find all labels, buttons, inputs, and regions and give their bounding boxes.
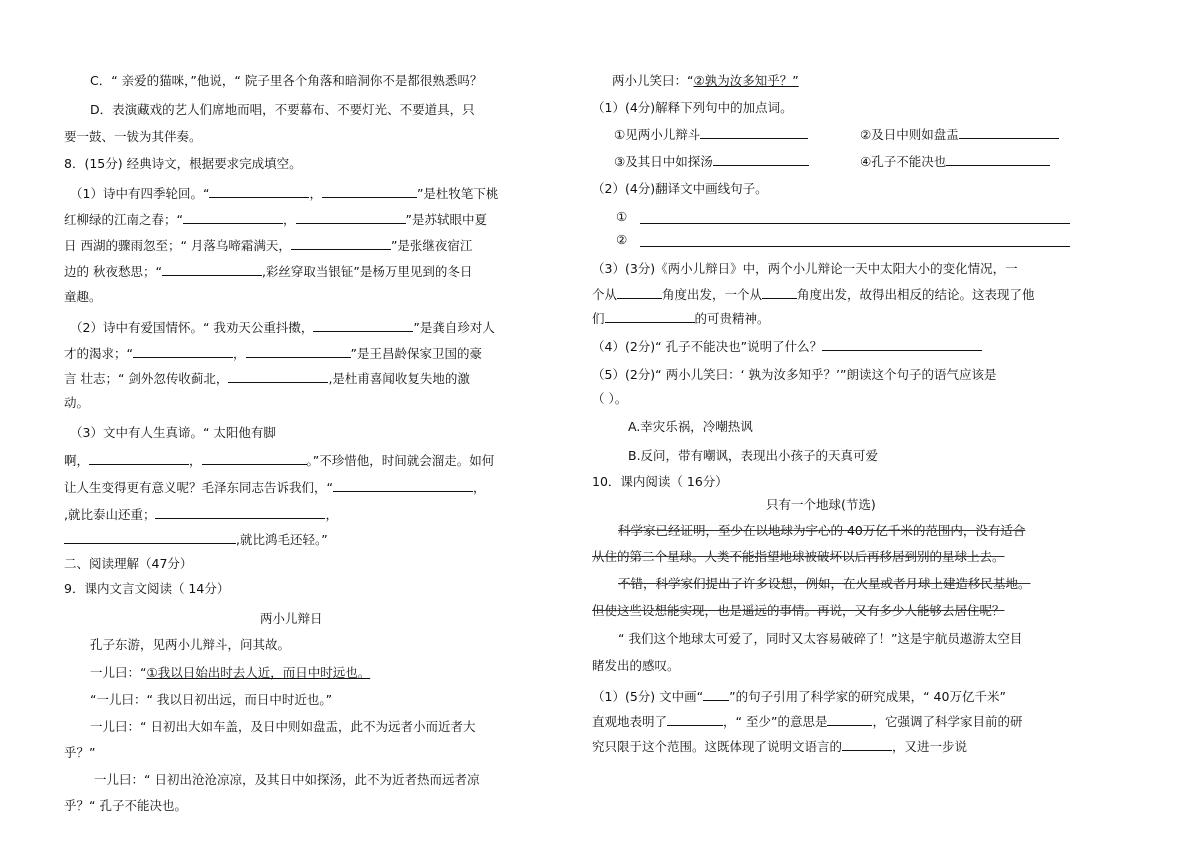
- text: 一儿曰：“: [90, 665, 147, 680]
- blank[interactable]: [762, 285, 797, 299]
- text: ，: [309, 186, 322, 201]
- text: ”的句子引用了科学家的研究成果，“ 40万亿千米”: [729, 689, 1006, 704]
- q9-2-item1-label: ①: [616, 209, 628, 224]
- text: ，: [282, 212, 296, 227]
- text: 啊，: [64, 453, 90, 468]
- q10-1-line3: [592, 737, 967, 756]
- blank[interactable]: [333, 478, 473, 492]
- passage-9-line3: “一儿曰：“ 我以日初出远，而日中时近也。”: [90, 692, 333, 707]
- text: 日 西湖的骤雨忽至；“ 月落乌啼霜满天，: [64, 238, 291, 253]
- q9-1-item4: [860, 152, 1050, 171]
- text: ④孔子不能决也: [860, 154, 947, 169]
- q10-1-line1: [592, 687, 1006, 706]
- text: 。”不珍惜他，时间就会溜走。如何: [306, 453, 495, 468]
- q9-5-option-b[interactable]: B.反问，带有嘲讽，表现出小孩子的天真可爱: [628, 448, 879, 463]
- passage-10-line3: 不错，科学家们提出了许多设想，例如，在火星或者月球上建造移民基地。: [618, 576, 1031, 591]
- blank[interactable]: [842, 737, 892, 751]
- text: 个从: [592, 287, 618, 302]
- underlined-sentence: ①我以日始出时去人近，而日中时远也。: [146, 665, 371, 680]
- q8-1-line2: [64, 210, 487, 229]
- text: 红柳绿的江南之春；“: [64, 212, 183, 227]
- text: （2）诗中有爱国情怀。“ 我劝天公重抖擞，: [70, 320, 314, 335]
- passage-9-line6: 一儿曰：“ 日初出沧沧凉凉，及其日中如探汤，此不为近者热而远者凉: [94, 772, 480, 787]
- blank[interactable]: [827, 712, 872, 726]
- q9-5-option-a[interactable]: A.幸灾乐祸，冷嘲热讽: [628, 419, 753, 434]
- text: ,就比泰山还重；: [64, 507, 156, 522]
- blank[interactable]: [946, 152, 1050, 166]
- blank[interactable]: [228, 369, 328, 383]
- q9-5-line1: （5）(2分)“ 两小儿笑曰：‘ 孰为汝多知乎？’”朗读这个句子的语气应该是: [592, 367, 997, 382]
- text: ，: [232, 346, 246, 361]
- q8-3-line1: （3）文中有人生真谛。“ 太阳他有脚: [70, 425, 276, 440]
- text: ,是杜甫喜闻收复失地的激: [328, 371, 470, 386]
- passage-9-line2: [90, 664, 370, 682]
- blank[interactable]: [822, 337, 982, 351]
- q8-3-line4: [64, 505, 338, 524]
- text: ,彩丝穿取当银钲”是杨万里见到的冬日: [261, 264, 473, 279]
- q8-2-line4: 动。: [64, 395, 90, 410]
- q9-1-item2: [860, 125, 1059, 144]
- text: ”是杜牧笔下桃: [416, 186, 499, 201]
- q8-2-line2: [64, 344, 482, 363]
- question-10-heading: 10．课内阅读（ 16分）: [592, 474, 728, 489]
- blank[interactable]: [703, 687, 729, 701]
- text: 言 壮志；“ 剑外忽传收蓟北，: [64, 371, 229, 386]
- answer-line[interactable]: [640, 222, 1070, 224]
- q8-3-line3: [64, 478, 486, 497]
- q9-4: [592, 337, 982, 356]
- passage-10-line2: 从住的第二个星球。人类不能指望地球被破坏以后再移居到别的星球上去。: [592, 549, 1005, 564]
- blank[interactable]: [713, 152, 809, 166]
- passage-9-line5: 乎？”: [64, 745, 96, 760]
- question-8-heading: 8．(15分) 经典诗文，根据要求完成填空。: [64, 156, 302, 171]
- q8-2-line1: [70, 318, 495, 337]
- blank[interactable]: [322, 184, 417, 198]
- text: （1）(5分) 文中画“: [592, 689, 704, 704]
- option-c: C．“ 亲爱的猫咪，”他说，“ 院子里各个角落和暗洞你不是都很熟悉吗？: [90, 73, 483, 88]
- text: ，它强调了科学家目前的研: [872, 714, 1023, 729]
- passage-10-title: 只有一个地球(节选): [766, 497, 876, 512]
- q8-3-line2: [64, 451, 494, 470]
- blank[interactable]: [162, 262, 262, 276]
- option-d-line2: 要一鼓、一钹为其伴奏。: [64, 129, 202, 144]
- text: 直观地表明了: [592, 714, 668, 729]
- q9-3-line1: （3）(3分)《两小儿辩日》中，两个小儿辩论一天中太阳大小的变化情况，一: [592, 261, 1018, 276]
- blank[interactable]: [64, 530, 236, 544]
- blank[interactable]: [155, 505, 325, 519]
- q8-1-line3: [64, 236, 472, 255]
- blank[interactable]: [605, 309, 695, 323]
- underlined-sentence: ②孰为汝多知乎？”: [693, 73, 799, 88]
- q8-3-line5: [64, 530, 328, 549]
- blank[interactable]: [133, 344, 233, 358]
- text: 让人生变得更有意义呢？毛泽东同志告诉我们，“: [64, 480, 333, 495]
- blank[interactable]: [183, 210, 283, 224]
- passage-9-line8: [612, 72, 799, 90]
- text: ”是龚自珍对人: [413, 320, 495, 335]
- q9-3-line2: [592, 285, 1035, 304]
- text: 角度出发，故得出相反的结论。这表现了他: [797, 287, 1035, 302]
- blank[interactable]: [246, 344, 351, 358]
- q9-2-heading: （2）(4分)翻译文中画线句子。: [592, 181, 768, 196]
- text: 边的 秋夜愁思；“: [64, 264, 162, 279]
- text: 两小儿笑曰：“: [612, 73, 694, 88]
- text: ，“ 至少”的意思是: [723, 714, 828, 729]
- text: ，: [472, 480, 486, 495]
- q10-1-line2: [592, 712, 1022, 731]
- blank[interactable]: [89, 451, 189, 465]
- text: ②及日中则如盘盂: [860, 127, 959, 142]
- text: 究只限于这个范围。这既体现了说明文语言的: [592, 739, 843, 754]
- blank[interactable]: [617, 285, 662, 299]
- passage-10-line5: “ 我们这个地球太可爱了，同时又太容易破碎了！”这是宇航员遨游太空目: [618, 631, 1023, 646]
- text: ①见两小儿辩斗: [614, 127, 701, 142]
- q9-2-item2-label: ②: [616, 232, 628, 247]
- text: 的可贵精神。: [694, 311, 770, 326]
- text: ”是苏轼眼中夏: [405, 212, 487, 227]
- passage-9-line7: 乎？“ 孔子不能决也。: [64, 798, 187, 813]
- passage-10-line1: 科学家已经证明，至少在以地球为宇心的 40万亿千米的范围内，没有适合: [618, 523, 1026, 538]
- text: ”是王昌龄保家卫国的豪: [350, 346, 482, 361]
- q9-3-line3: [592, 309, 770, 328]
- blank[interactable]: [291, 236, 391, 250]
- passage-9-line4: 一儿曰：“ 日初出大如车盖，及日中则如盘盂，此不为远者小而近者大: [90, 719, 476, 734]
- q9-1-heading: （1）(4分)解释下列句中的加点词。: [592, 100, 793, 115]
- passage-9-title: 两小儿辩日: [260, 611, 323, 626]
- text: 角度出发，一个从: [662, 287, 763, 302]
- blank[interactable]: [209, 184, 309, 198]
- q8-1-line5: 童趣。: [64, 289, 102, 304]
- blank[interactable]: [700, 125, 808, 139]
- passage-10-line6: 睹发出的感叹。: [592, 658, 680, 673]
- text: ③及其日中如探汤: [614, 154, 713, 169]
- text: ，又进一步说: [892, 739, 968, 754]
- passage-10-line4: 但使这些设想能实现，也是遥远的事情。再说，又有多少人能够去居住呢？: [592, 603, 1005, 618]
- blank[interactable]: [667, 712, 723, 726]
- text: ,就比鸿毛还轻。”: [236, 532, 328, 547]
- q9-5-line2[interactable]: （ ）。: [592, 391, 628, 406]
- passage-9-line1: 孔子东游，见两小儿辩斗，问其故。: [90, 637, 291, 652]
- q9-1-item3: [614, 152, 809, 171]
- q8-2-line3: [64, 369, 470, 388]
- text: （1）诗中有四季轮回。“: [70, 186, 210, 201]
- text: ，: [189, 453, 202, 468]
- text: 才的渴求；“: [64, 346, 133, 361]
- q9-1-item1: [614, 125, 808, 144]
- option-d-line1: D．表演藏戏的艺人们席地而唱，不要幕布、不要灯光、不要道具，只: [90, 102, 475, 117]
- text: ，: [325, 507, 338, 522]
- blank[interactable]: [296, 210, 406, 224]
- blank[interactable]: [959, 125, 1059, 139]
- text: 们: [592, 311, 605, 326]
- q8-1-line4: [64, 262, 472, 281]
- blank[interactable]: [202, 451, 307, 465]
- answer-line[interactable]: [640, 245, 1070, 247]
- section-2-heading: 二、阅读理解（47分）: [64, 556, 193, 571]
- text: ”是张继夜宿江: [390, 238, 473, 253]
- text: （4）(2分)“ 孔子不能决也”说明了什么？: [592, 339, 823, 354]
- question-9-heading: 9．课内文言文阅读（ 14分）: [64, 581, 230, 596]
- blank[interactable]: [313, 318, 413, 332]
- q8-1-line1: [70, 184, 498, 203]
